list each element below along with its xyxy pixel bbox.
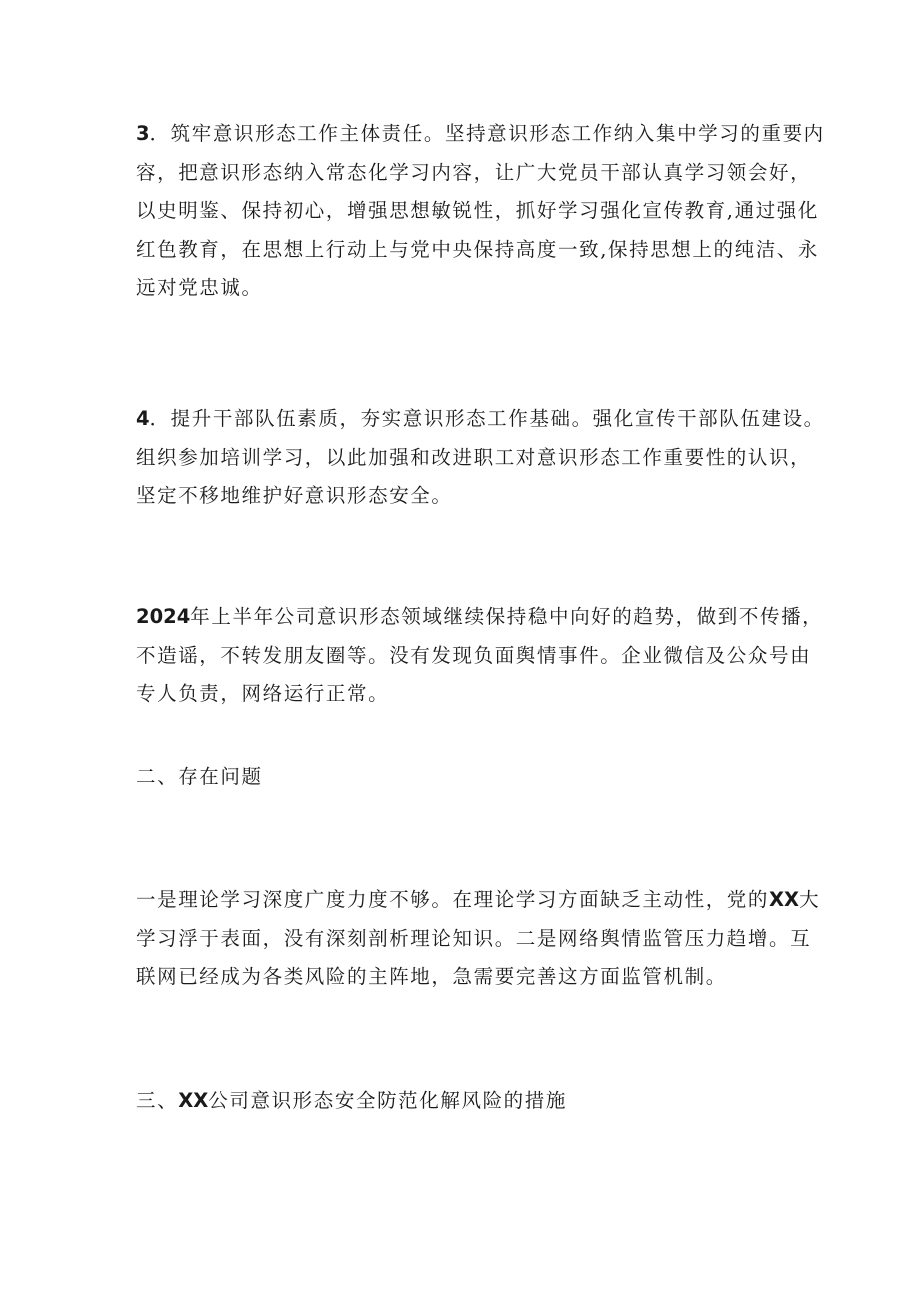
text-line: 联网已经成为各类风险的主阵地，急需要完善这方面监管机制。 <box>136 965 727 988</box>
text-line: 3．筑牢意识形态工作主体责任。坚持意识形态工作纳入集中学习的重要内 <box>136 122 825 145</box>
paragraph-2024-summary <box>136 598 824 714</box>
text-line: 远对党忠诚。 <box>136 276 263 299</box>
text-line: 专人负责，网络运行正常。 <box>136 682 390 705</box>
item-number: 3 <box>136 122 150 145</box>
text-line: 以史明鉴、保持初心，增强思想敏锐性，抓好学习强化宣传教育,通过强化 <box>136 199 819 222</box>
paragraph-3-ideology-responsibility <box>136 115 825 308</box>
text-line: 一是理论学习深度广度力度不够。在理论学习方面缺乏主动性，党的XX大 <box>136 888 821 911</box>
text-line: 学习浮于表面，没有深刻剖析理论知识。二是网络舆情监管压力趋增。互 <box>136 926 812 950</box>
text-line: 组织参加培训学习，以此加强和改进职工对意识形态工作重要性的认识， <box>136 445 812 469</box>
text-line: 不造谣，不转发朋友圈等。没有发现负面舆情事件。企业微信及公众号由 <box>136 643 812 667</box>
text-line: 红色教育，在思想上行动上与党中央保持高度一致,保持思想上的纯洁、永 <box>136 237 819 261</box>
paragraph-problems-detail <box>136 881 821 997</box>
paragraph-4-cadre-quality <box>136 400 825 516</box>
placeholder-number: XX <box>769 888 800 911</box>
text-line: 4．提升干部队伍素质，夯实意识形态工作基础。强化宣传干部队伍建设。 <box>136 407 825 430</box>
text-line: 容，把意识形态纳入常态化学习内容，让广大党员干部认真学习领会好， <box>136 160 812 184</box>
section-heading-measures: 三、XX公司意识形态安全防范化解风险的措施 <box>136 1089 567 1112</box>
item-number: 4 <box>136 407 150 430</box>
section-heading-problems: 二、存在问题 <box>136 765 263 788</box>
placeholder-number: XX <box>178 1089 209 1112</box>
year-number: 2024 <box>136 605 191 628</box>
text-line: 2024年上半年公司意识形态领域继续保持稳中向好的趋势，做到不传播， <box>136 605 824 628</box>
text-line: 坚定不移地维护好意识形态安全。 <box>136 484 453 507</box>
